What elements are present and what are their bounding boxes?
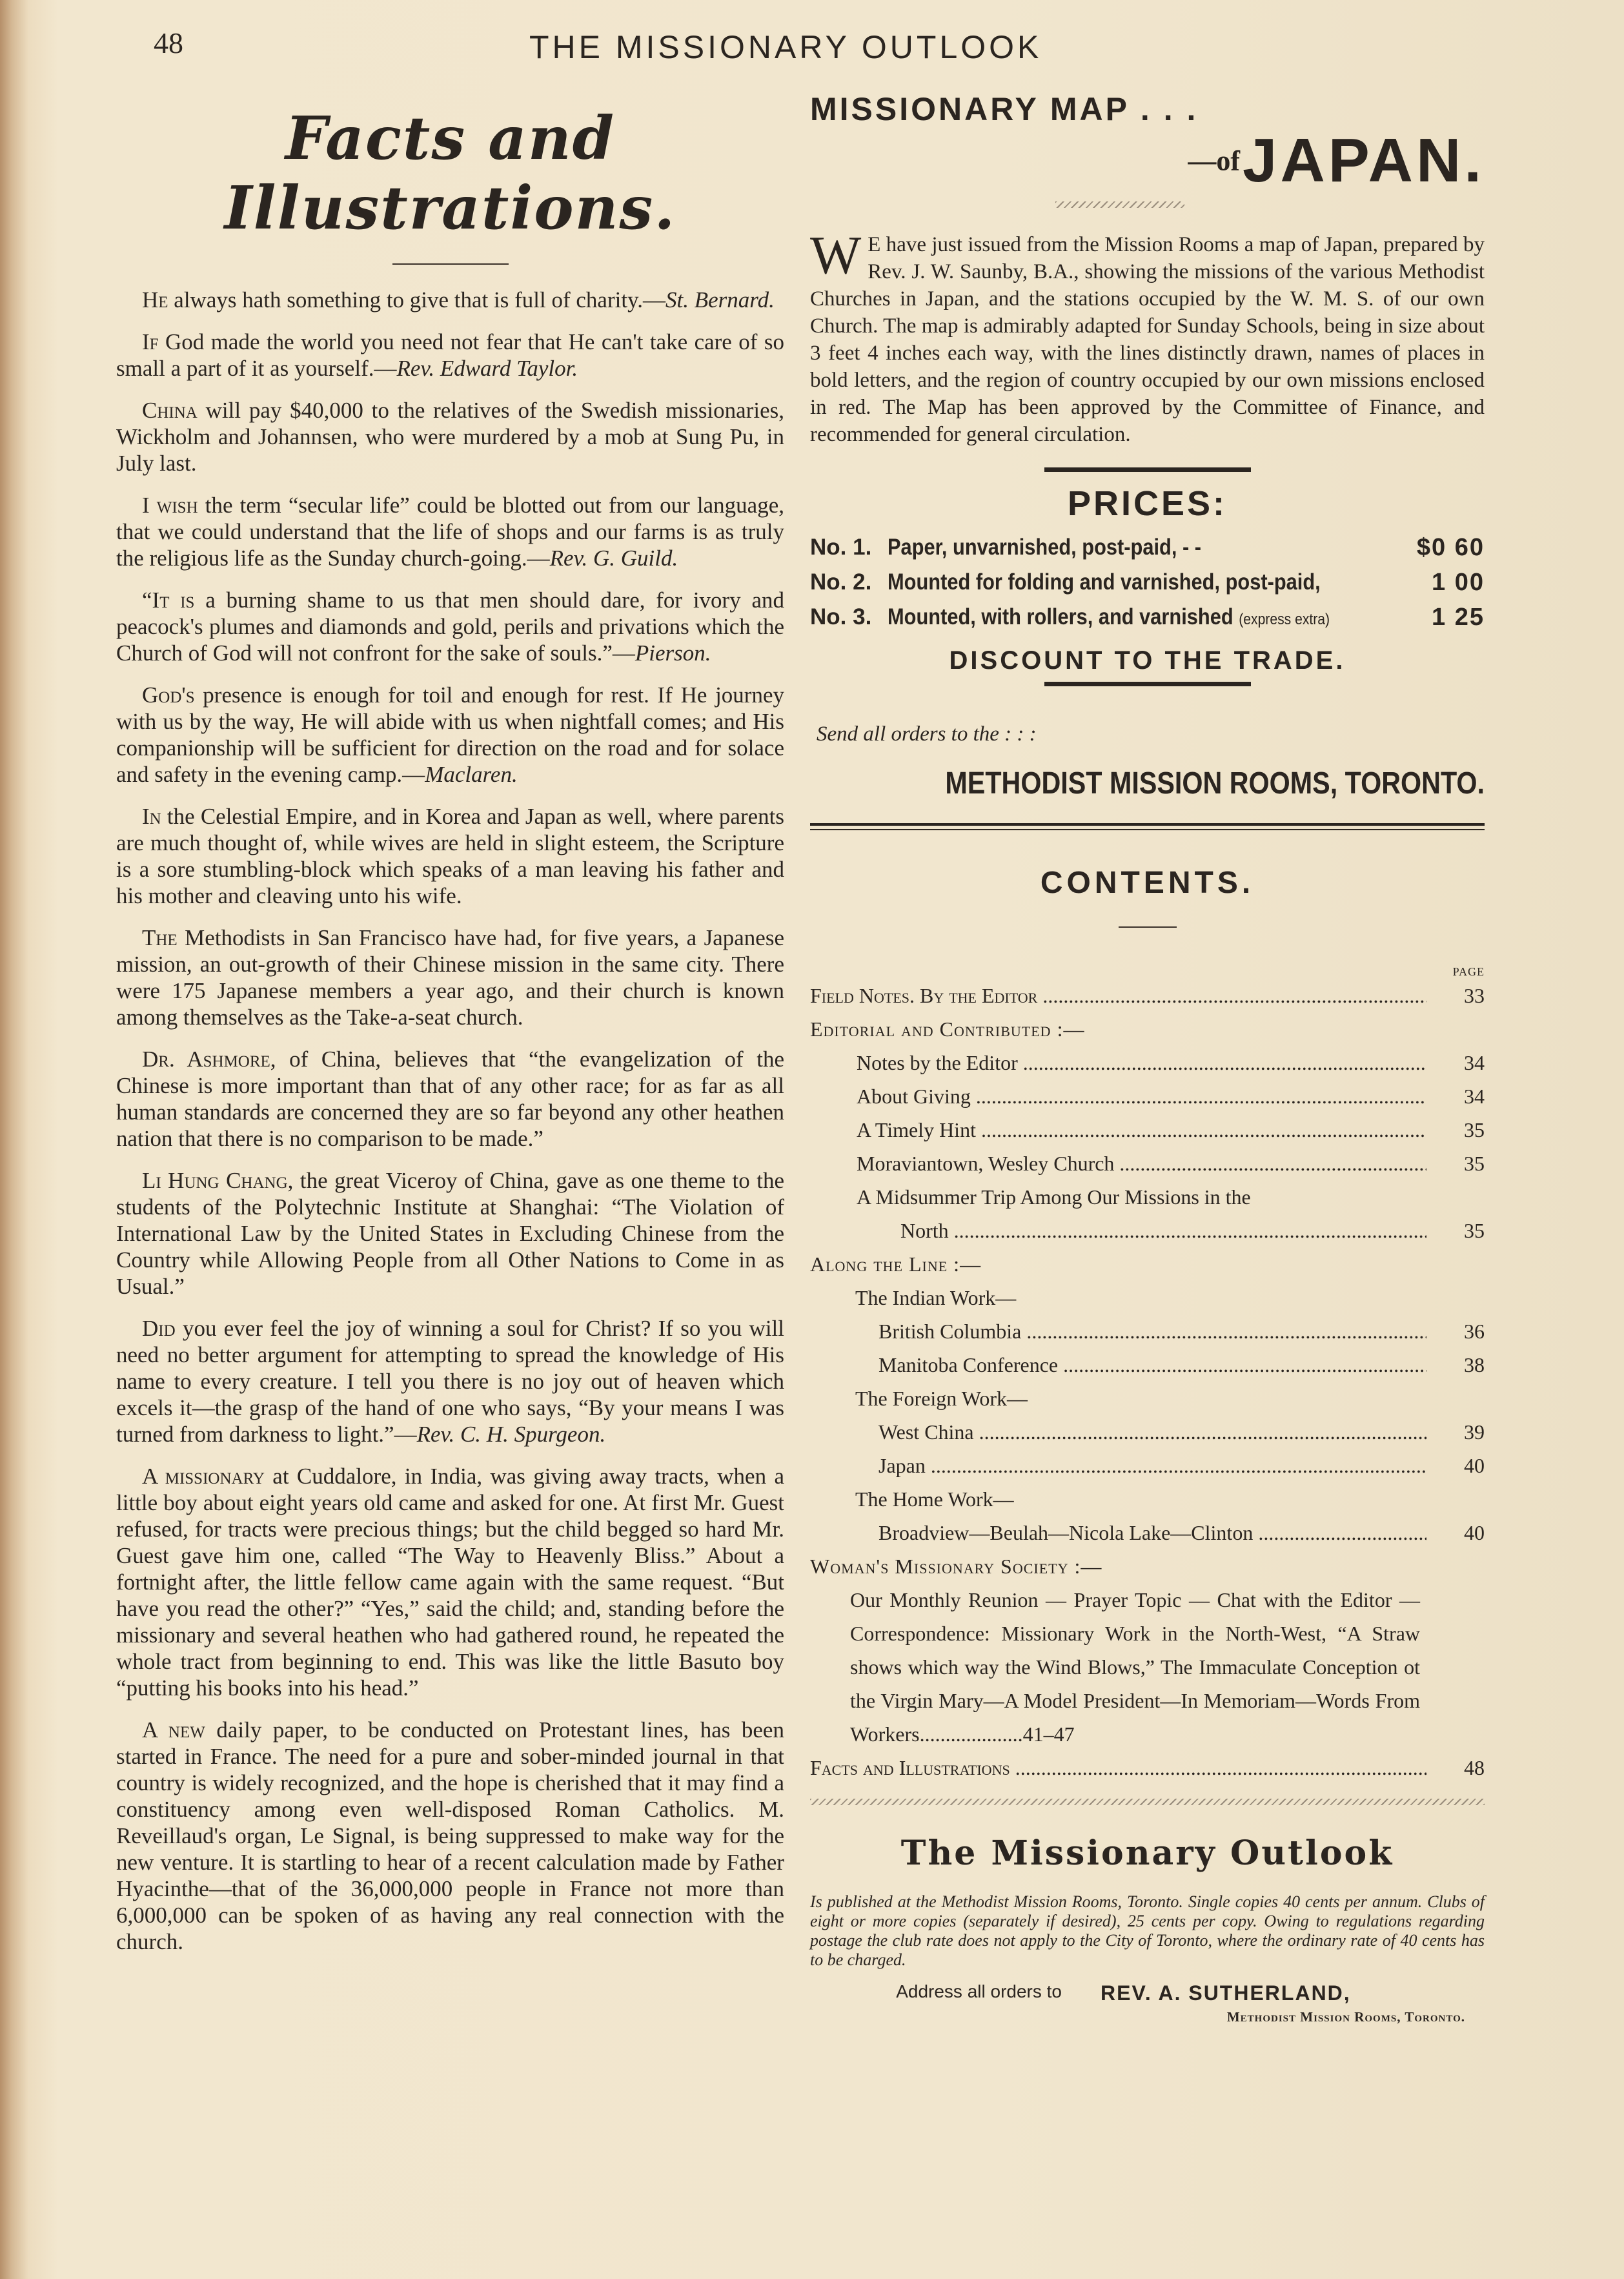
paragraph-lead: Dr. Ashmore, <box>142 1047 276 1072</box>
toc-row[interactable] <box>878 1415 1485 1449</box>
paragraph-text: at Cuddalore, in India, was giving away tracts, when a little boy about eight years old came and asked for one. At first Mr. Guest refused, for tracts were precious things; but the child begged so hard Mr. Guest gave him one, called “The Way to Heavenly Bliss.” About a fortnight after, the little fellow came again with the same request. “But have you read the other?” “Yes,” said the child; and, standing before the missionary and several heathen who had gathered round, he repeated the whole tract from beginning to end. This was like the little Basuto boy “putting his books into his head.” <box>116 1464 784 1701</box>
section-title: Facts and Illustrations. <box>224 103 676 243</box>
paragraph <box>116 1315 784 1447</box>
toc-row[interactable] <box>857 1046 1485 1079</box>
paragraph <box>116 492 784 571</box>
address-line <box>810 1981 1485 2005</box>
toc-row[interactable] <box>878 1516 1485 1549</box>
toc-wms-desc: Our Monthly Reunion — Prayer Topic — Chat with the Editor — Correspondence: Missionary Work in the North-West, “A Straw shows which way the Wind Blows,” The Immaculate Conception ot the Virgin Mary—A Model President—In Memoriam—Words From Workers <box>850 1588 1420 1746</box>
toc-row[interactable] <box>857 1147 1485 1180</box>
paragraph <box>116 329 784 382</box>
paragraph-citation: Rev. Edward Taylor. <box>396 356 578 381</box>
toc-label: Broadview—Beulah—Nicola Lake—Clinton ..... <box>878 1516 1426 1549</box>
paragraph-text: of China, believes that “the evangelization of the Chinese is more important than that of any other race; for as far as all human standards are concerned they are so far beyond any other heathen nation that there is no comparison to be made.” <box>116 1047 784 1151</box>
price-description <box>888 601 1339 636</box>
paragraph-text: will pay $40,000 to the relatives of the Swedish missionaries, Wickholm and Johannsen, who were murdered by a mob at Sung Pu, in July last. <box>116 398 784 476</box>
paragraph <box>116 397 784 476</box>
price-description-text: Paper, unvarnished, post-paid, - - <box>888 535 1202 560</box>
paragraph-lead: In <box>142 804 161 829</box>
japan-heading <box>810 125 1485 196</box>
toc-row[interactable] <box>878 1449 1485 1482</box>
price-description-text: Mounted, with rollers, and varnished <box>888 604 1233 629</box>
paragraph <box>116 803 784 909</box>
paragraph-lead: China <box>142 398 198 423</box>
price-number: No. 3. <box>810 604 872 629</box>
price-row <box>810 531 1485 566</box>
price-row <box>810 566 1485 601</box>
paragraph <box>116 287 784 313</box>
prices-heading: PRICES: <box>1067 484 1228 523</box>
price-note: (express extra) <box>1239 611 1330 628</box>
table-of-contents <box>810 965 1485 1784</box>
toc-label: Facts and Illustrations ..... <box>810 1751 1426 1784</box>
paragraph-lead: God's <box>142 682 195 708</box>
toc-label: Field Notes. By the Editor ..... <box>810 979 1426 1012</box>
toc-subhead: The Foreign Work— <box>855 1387 1028 1410</box>
toc-section-head: Woman's Missionary Society :— <box>810 1555 1102 1578</box>
thick-rule <box>1044 682 1251 686</box>
paragraph-citation: St. Bernard. <box>665 287 775 312</box>
toc-page: 35 <box>1464 1118 1485 1141</box>
address-name: REV. A. SUTHERLAND, <box>1101 1981 1351 2005</box>
toc-page: 38 <box>1464 1353 1485 1376</box>
paragraph-lead: Li Hung Chang, <box>142 1168 294 1193</box>
address-label: Address all orders to <box>896 1981 1062 2001</box>
paragraph <box>116 1717 784 1955</box>
toc-label: Manitoba Conference ..... <box>878 1348 1426 1382</box>
price-number: No. 1. <box>810 535 872 560</box>
toc-subhead: The Home Work— <box>855 1487 1014 1511</box>
paragraph <box>116 682 784 788</box>
paragraph-lead: “It is <box>142 588 195 613</box>
toc-label: Moraviantown, Wesley Church ..... <box>857 1147 1426 1180</box>
toc-row[interactable] <box>878 1348 1485 1382</box>
title-rule <box>392 263 509 265</box>
toc-page: 40 <box>1464 1454 1485 1477</box>
price-list <box>810 531 1485 636</box>
toc-page: 36 <box>1464 1320 1485 1343</box>
wavy-divider <box>810 1799 1485 1805</box>
toc-row[interactable] <box>810 979 1485 1012</box>
outlook-title: The Missionary Outlook <box>900 1834 1394 1873</box>
toc-label: A Timely Hint ..... <box>857 1113 1426 1147</box>
toc-label: About Giving ..... <box>857 1079 1426 1113</box>
toc-wms-dots: .................... <box>919 1722 1023 1746</box>
toc-home-list <box>810 1516 1485 1549</box>
paragraph-citation: Maclaren. <box>425 762 518 787</box>
paragraph-lead: I wish <box>142 493 198 518</box>
outlook-text: Is published at the Methodist Mission Rooms, Toronto. Single copies 40 cents per annum. Clubs of eight or more copies (separately if desired), 25 cents per copy. Owing to regulations regarding postage the club rate does not apply to the City of Toronto, where the ordinary rate of 40 cents has to be charged. <box>810 1892 1485 1969</box>
drop-cap: W <box>810 225 862 285</box>
paragraph-lead: The <box>142 925 178 950</box>
toc-midsummer-line: A Midsummer Trip Among Our Missions in the <box>857 1185 1251 1209</box>
paragraph-lead: A new <box>142 1717 205 1742</box>
contents-heading: CONTENTS. <box>1040 866 1255 900</box>
paragraph-list <box>116 287 784 1955</box>
price-amount: $0 60 <box>1416 534 1485 561</box>
toc-label: Japan ..... <box>878 1449 1426 1482</box>
toc-subhead: The Indian Work— <box>855 1286 1017 1309</box>
toc-page: 35 <box>1464 1219 1485 1242</box>
paragraph-text: presence is enough for toil and enough for rest. If He journey with us by the way, He will abide with us when nightfall comes; and His companionship will be sufficient for direction on the road and for solace and safety in the evening camp.— <box>116 682 784 787</box>
toc-page: 41–47 <box>1022 1722 1075 1746</box>
paragraph-citation: Pierson. <box>634 640 711 666</box>
paragraph-lead: A missionary <box>142 1464 265 1489</box>
toc-page: 35 <box>1464 1152 1485 1175</box>
running-head: THE MISSIONARY OUTLOOK <box>529 29 1042 65</box>
paragraph-text: God made the world you need not fear that He can't take care of so small a part of it as yourself.— <box>116 329 784 381</box>
toc-page: 40 <box>1464 1521 1485 1544</box>
paragraph <box>116 1046 784 1152</box>
price-amount: 1 25 <box>1432 604 1485 631</box>
toc-page: 34 <box>1464 1051 1485 1074</box>
toc-label: Notes by the Editor ..... <box>857 1046 1426 1079</box>
paragraph-citation: Rev. C. H. Spurgeon. <box>416 1422 606 1447</box>
mission-rooms-address: METHODIST MISSION ROOMS, TORONTO. <box>945 766 1485 801</box>
paragraph-lead: Did <box>142 1316 176 1341</box>
paragraph-text: the term “secular life” could be blotted out from our language, that we could understand that the life of shops and our farms is as truly the religious life as the Sunday church-going.— <box>116 493 784 571</box>
toc-section-head: Along the Line :— <box>810 1252 982 1276</box>
price-description <box>888 531 1339 566</box>
wavy-divider <box>1055 201 1184 208</box>
toc-row[interactable] <box>878 1314 1485 1348</box>
toc-page: 39 <box>1464 1420 1485 1444</box>
discount-line: DISCOUNT TO THE TRADE. <box>949 646 1346 675</box>
toc-page: 33 <box>1464 984 1485 1007</box>
map-headline: MISSIONARY MAP . . . <box>810 91 1199 127</box>
japan-title: JAPAN. <box>1243 126 1485 195</box>
paragraph-text: daily paper, to be conducted on Protestant lines, has been started in France. The need for a pure and sober-minded journal in that country is widely recognized, and the hope is cherished that it may find a constituency among even well-disposed Roman Catholics. M. Reveillaud's organ, Le Signal, is being suppressed to make way for the new venture. It is startling to hear of a recent calculation made by Father Hyacinthe—that of the 36,000,000 people in France not more than 6,000,000 can be spoken of as having any real connection with the church. <box>116 1717 784 1954</box>
toc-wms-text[interactable] <box>810 1583 1485 1751</box>
paragraph <box>116 925 784 1030</box>
japan-of: —of <box>1188 145 1241 177</box>
page-number: 48 <box>154 26 183 59</box>
map-intro <box>810 225 1485 448</box>
double-rule <box>810 823 1485 830</box>
toc-page: 34 <box>1464 1085 1485 1108</box>
send-orders-line: Send all orders to the : : : <box>817 722 1037 746</box>
paragraph-lead: If <box>142 329 159 354</box>
toc-row[interactable] <box>857 1079 1485 1113</box>
paragraph-text: always hath something to give that is full of charity.— <box>168 287 666 312</box>
paragraph <box>116 1463 784 1701</box>
price-description-text: Mounted for folding and varnished, post-paid, <box>888 569 1321 595</box>
paragraph-lead: He <box>142 287 168 312</box>
price-description <box>888 566 1339 601</box>
paragraph-text: you ever feel the joy of winning a soul for Christ? If so you will need no better argument for attempting to spread the knowledge of His name to every creature. I tell you there is no joy out of heaven which excels it—the grasp of the hand of one who says, “By your means I was turned from darkness to light.”— <box>116 1316 784 1447</box>
toc-label: West China ..... <box>878 1415 1426 1449</box>
address-rooms: Methodist Mission Rooms, Toronto. <box>1226 2009 1465 2025</box>
right-column <box>810 90 1485 2025</box>
contents-rule <box>1119 926 1177 928</box>
thick-rule <box>1044 467 1251 472</box>
paragraph-text: Methodists in San Francisco have had, for five years, a Japanese mission, an out-growth of their Chinese mission in the same city. There were 175 Japanese members a year ago, and their church is known among themselves as the Take-a-seat church. <box>116 925 784 1030</box>
paragraph-text: the great Viceroy of China, gave as one theme to the students of the Polytechnic Institute at Shanghai: “The Violation of International Law by the United States in Excluding Chinese from the Country while Allowing People from all Other Nations to Come in as Usual.” <box>116 1168 784 1299</box>
paragraph <box>116 1167 784 1300</box>
toc-section-head: Editorial and Contributed :— <box>810 1017 1085 1041</box>
paragraph-text: the Celestial Empire, and in Korea and Japan as well, where parents are much thought of, while wives are held in slight esteem, the Scripture is a sore stumbling-block which speaks of a man leaving his father and his mother and cleaving unto his wife. <box>116 804 784 908</box>
paragraph-citation: Rev. G. Guild. <box>549 546 678 571</box>
price-number: No. 2. <box>810 569 872 595</box>
paragraph <box>116 587 784 666</box>
left-column <box>116 97 784 1970</box>
price-amount: 1 00 <box>1432 569 1485 596</box>
toc-page-label: PAGE <box>1452 965 1485 978</box>
toc-row[interactable] <box>810 1751 1485 1784</box>
toc-label: British Columbia ..... <box>878 1314 1426 1348</box>
toc-editorial-list <box>810 1046 1485 1247</box>
toc-row[interactable] <box>857 1214 1485 1247</box>
price-row <box>810 601 1485 636</box>
toc-label: North ..... <box>900 1214 1426 1247</box>
toc-indian-list <box>810 1314 1485 1382</box>
paragraph-text: a burning shame to us that men should dare, for ivory and peacock's plumes and diamonds and gold, perils and privations which the Church of God will not confront for the sake of souls.”— <box>116 588 784 666</box>
toc-row[interactable] <box>857 1113 1485 1147</box>
toc-page: 48 <box>1464 1756 1485 1779</box>
toc-foreign-list <box>810 1415 1485 1482</box>
map-intro-text: E have just issued from the Mission Rooms a map of Japan, prepared by Rev. J. W. Saunby, B.A., showing the missions of the various Methodist Churches in Japan, and the stations occupied by the W. M. S. of our own Church. The map is admirably adapted for Sunday Schools, being in size about 3 feet 4 inches each way, with the lines distinctly drawn, names of places in bold letters, and the region of country occupied by our own missions enclosed in red. The Map has been approved by the Committee of Finance, and recommended for general circulation. <box>810 233 1485 446</box>
